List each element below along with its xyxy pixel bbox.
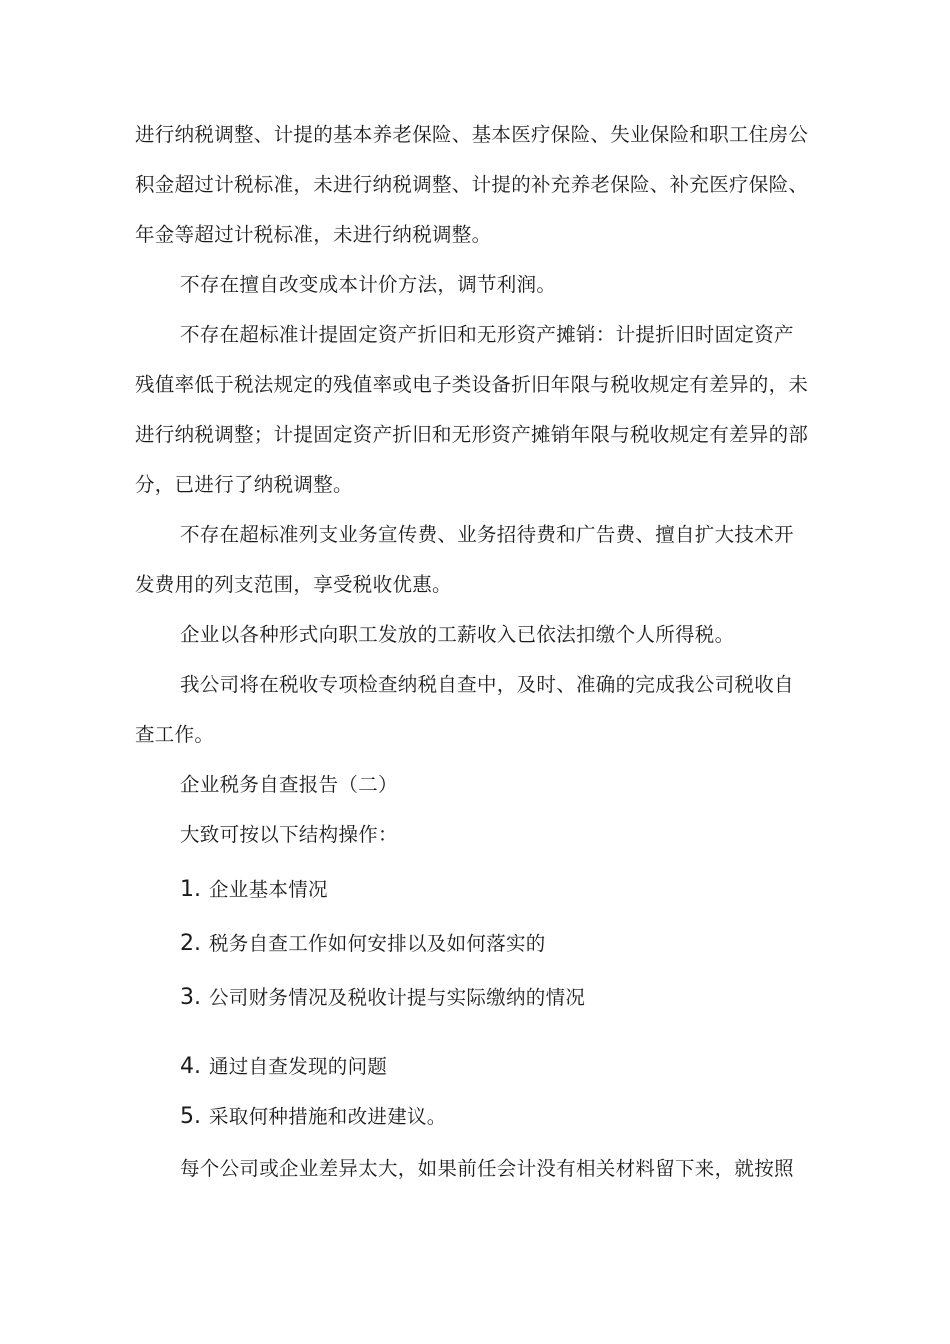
list-item-number: 2. (180, 931, 201, 956)
paragraph-line: 积金超过计税标准，未进行纳税调整、计提的补充养老保险、补充医疗保险、 (135, 173, 809, 196)
list-item (180, 1103, 950, 1131)
list-item-text: 采取何种措施和改进建议。 (209, 1105, 447, 1128)
list-item-number: 3. (180, 985, 201, 1010)
list-item-number: 4. (180, 1054, 201, 1079)
section-heading: 企业税务自查报告（二） (180, 773, 398, 796)
list-item-text: 公司财务情况及税收计提与实际缴纳的情况 (209, 986, 586, 1009)
paragraph-line: 每个公司或企业差异太大，如果前任会计没有相关材料留下来，就按照 (180, 1157, 794, 1180)
paragraph-line: 发费用的列支范围，享受税收优惠。 (135, 573, 452, 596)
list-item (180, 930, 950, 958)
list-item-number: 1. (180, 877, 201, 902)
paragraph-line: 进行纳税调整、计提的基本养老保险、基本医疗保险、失业保险和职工住房公 (135, 123, 809, 146)
list-item-number: 5. (180, 1104, 201, 1129)
paragraph-line: 不存在超标准计提固定资产折旧和无形资产摊销：计提折旧时固定资产 (180, 323, 794, 346)
list-item (180, 1053, 950, 1081)
paragraph-line: 我公司将在税收专项检查纳税自查中，及时、准确的完成我公司税收自 (180, 673, 794, 696)
list-item (180, 984, 950, 1012)
paragraph-line: 残值率低于税法规定的残值率或电子类设备折旧年限与税收规定有差异的，未 (135, 373, 809, 396)
list-item-text: 税务自查工作如何安排以及如何落实的 (209, 932, 546, 955)
list-item-text: 企业基本情况 (209, 878, 328, 901)
list-item-text: 通过自查发现的问题 (209, 1055, 388, 1078)
paragraph-line: 企业以各种形式向职工发放的工薪收入已依法扣缴个人所得税。 (180, 623, 735, 646)
paragraph-line: 分，已进行了纳税调整。 (135, 473, 353, 496)
list-item (180, 876, 950, 904)
paragraph-line: 查工作。 (135, 723, 215, 746)
paragraph-line: 年金等超过计税标准，未进行纳税调整。 (135, 223, 492, 246)
paragraph-line: 不存在擅自改变成本计价方法，调节利润。 (180, 273, 557, 296)
paragraph-line: 进行纳税调整；计提固定资产折旧和无形资产摊销年限与税收规定有差异的部 (135, 423, 809, 446)
paragraph-line: 不存在超标准列支业务宣传费、业务招待费和广告费、擅自扩大技术开 (180, 523, 794, 546)
paragraph-line: 大致可按以下结构操作： (180, 823, 398, 846)
